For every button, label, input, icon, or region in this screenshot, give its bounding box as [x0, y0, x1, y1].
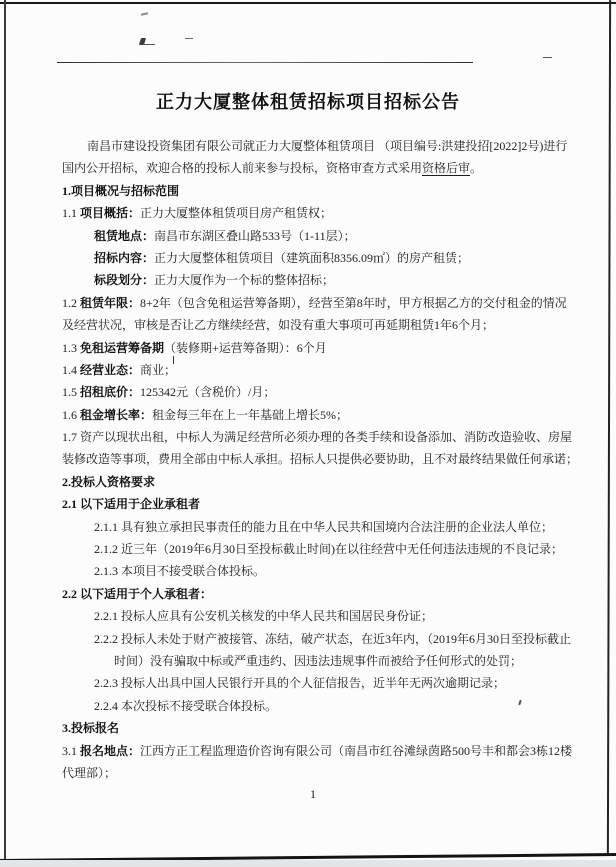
label-text: 经营业态：: [80, 362, 141, 377]
doc-line: [62, 180, 564, 202]
body-text: 1.3: [62, 340, 80, 355]
doc-line: [62, 717, 564, 739]
body-text: 2.1.3 本项目不接受联合体投标。: [94, 564, 266, 579]
body-text: 正力大厦整体租赁项目（建筑面积8356.09㎡）的房产租赁；: [154, 250, 470, 265]
doc-line: [62, 583, 564, 605]
scan-edge-right: [607, 0, 611, 856]
doc-line: [62, 650, 564, 672]
doc-line: [62, 381, 564, 403]
label-text: 2.2 以下适用于个人承租者：: [62, 586, 213, 601]
body-text: 1.2: [62, 295, 80, 310]
underlined-text: 资格后审: [422, 161, 471, 176]
body-text: 3.1: [62, 743, 80, 758]
body-text: 1.5: [62, 385, 80, 400]
body-text: 1.1: [62, 206, 80, 221]
body-text: 时间）没有骗取中标或严重违约、因违法违规事件而被给予任何形式的处罚；: [114, 653, 523, 668]
scan-smudge: [144, 44, 155, 45]
body-text: 2.2.2 投标人未处于财产被接管、冻结，破产状态，在近3年内，（2019年6月30日至投标截止: [94, 631, 572, 646]
label-text: 招标内容：: [94, 250, 155, 265]
body-text: 1.7 资产以现状出租，中标人为满足经营所必须办理的各类手续和设备添加、消防改造验收、房屋: [62, 430, 573, 445]
body-text: 8+2年（包含免租运营筹备期），经营至第8年时，甲方根据乙方的交付租金的情况: [140, 295, 567, 310]
doc-line: [62, 605, 564, 627]
label-text: 租金增长率：: [80, 407, 153, 422]
doc-line: [62, 516, 564, 538]
doc-line: [62, 695, 564, 717]
doc-line: [62, 426, 573, 448]
doc-line: [62, 269, 564, 291]
doc-line: [62, 740, 573, 762]
doc-line: [62, 225, 564, 247]
scan-smudge: [141, 12, 148, 15]
doc-line: [62, 404, 564, 426]
doc-line: [62, 560, 564, 582]
label-text: 租赁年限：: [80, 295, 141, 310]
doc-line: [62, 538, 564, 560]
scan-artifact-line: [57, 62, 473, 63]
scan-smudge: [185, 38, 193, 39]
body-text: 及经营状况，审核是否让乙方继续经营，如没有重大事项可再延期租赁1年6个月；: [62, 318, 495, 333]
scan-edge-top: [0, 2, 616, 4]
body-text: 2.2.3 投标人出具中国人民银行开具的个人征信报告，近半年无两次逾期记录；: [94, 676, 506, 691]
document-body: [62, 135, 579, 784]
label-text: 报名地点：: [80, 743, 141, 758]
doc-line: [62, 157, 564, 179]
label-text: 免租运营筹备期: [80, 340, 165, 355]
body-text: 代理部）；: [62, 765, 117, 780]
body-text: 1.6: [62, 407, 80, 422]
body-text: 1.4: [62, 362, 80, 377]
doc-line: [62, 314, 564, 336]
body-text: 租金每三年在上一年基础上增长5%；: [152, 407, 349, 422]
doc-line: [62, 247, 564, 269]
body-text: 商业；: [140, 362, 177, 377]
doc-line: [62, 359, 564, 381]
document-title: 正力大厦整体租赁招标项目招标公告: [156, 92, 460, 112]
body-text: 正力大厦作为一个标的整体招标；: [154, 273, 335, 288]
body-text: 装修改造等事项，费用全部由中标人承担。招标人只提供必要协助，且不对最终结果做任何承诺；: [62, 452, 579, 467]
body-text: 南昌市东湖区叠山路533号（1-11层）；: [154, 228, 356, 243]
doc-line: [62, 292, 567, 314]
doc-line: [62, 628, 572, 650]
page-number: 1: [310, 787, 316, 801]
doc-line: [62, 471, 564, 493]
body-text: 南昌市建设投资集团有限公司就正力大厦整体租赁项目 （项目编号:洪建投招[2022]2号)进行: [87, 139, 568, 153]
body-text: 2.1.2 近三年（2019年6月30日至投标截止时间)在以往经营中无任何违法违规的不良记录；: [94, 542, 563, 557]
doc-line: [62, 202, 564, 224]
doc-line: [62, 135, 568, 157]
body-text: 正力大厦整体租赁项目房产租赁权；: [140, 206, 333, 221]
scan-background-strip: [0, 860, 616, 867]
body-text: 2.1.1 具有独立承担民事责任的能力且在中华人民共和国境内合法注册的企业法人单位；: [94, 519, 554, 534]
doc-line: [62, 762, 564, 784]
label-text: 租赁地点：: [94, 228, 155, 243]
label-text: 3.投标报名: [62, 721, 120, 736]
body-text: （装修期+运营筹备期）：6个月: [164, 340, 327, 355]
doc-line: [62, 448, 579, 470]
label-text: 招租底价：: [80, 385, 141, 400]
body-text: 。: [470, 161, 483, 176]
body-text: 国内公开招标，欢迎合格的投标人前来参与投标，资格审查方式采用: [62, 161, 423, 176]
scan-smudge: [543, 57, 552, 58]
doc-line: [62, 493, 564, 515]
label-text: 2.1 以下适用于企业承租者: [62, 497, 201, 512]
label-text: 项目概括：: [80, 206, 141, 221]
body-text: 江西方正工程监理造价咨询有限公司（南昌市红谷滩绿茵路500号丰和都会3栋12楼: [140, 743, 573, 758]
body-text: 2.2.4 本次投标不接受联合体投标。: [94, 698, 278, 713]
doc-line: [62, 672, 564, 694]
scan-edge-left: [4, 0, 6, 861]
doc-line: [62, 337, 564, 359]
label-text: 标段划分：: [94, 273, 155, 288]
label-text: 1.项目概况与招标范围: [62, 183, 180, 198]
label-text: 2.投标人资格要求: [62, 474, 156, 489]
body-text: 2.2.1 投标人应具有公安机关核发的中华人民共和国居民身份证；: [94, 609, 434, 624]
body-text: 125342元（含税价）/月；: [140, 385, 276, 400]
